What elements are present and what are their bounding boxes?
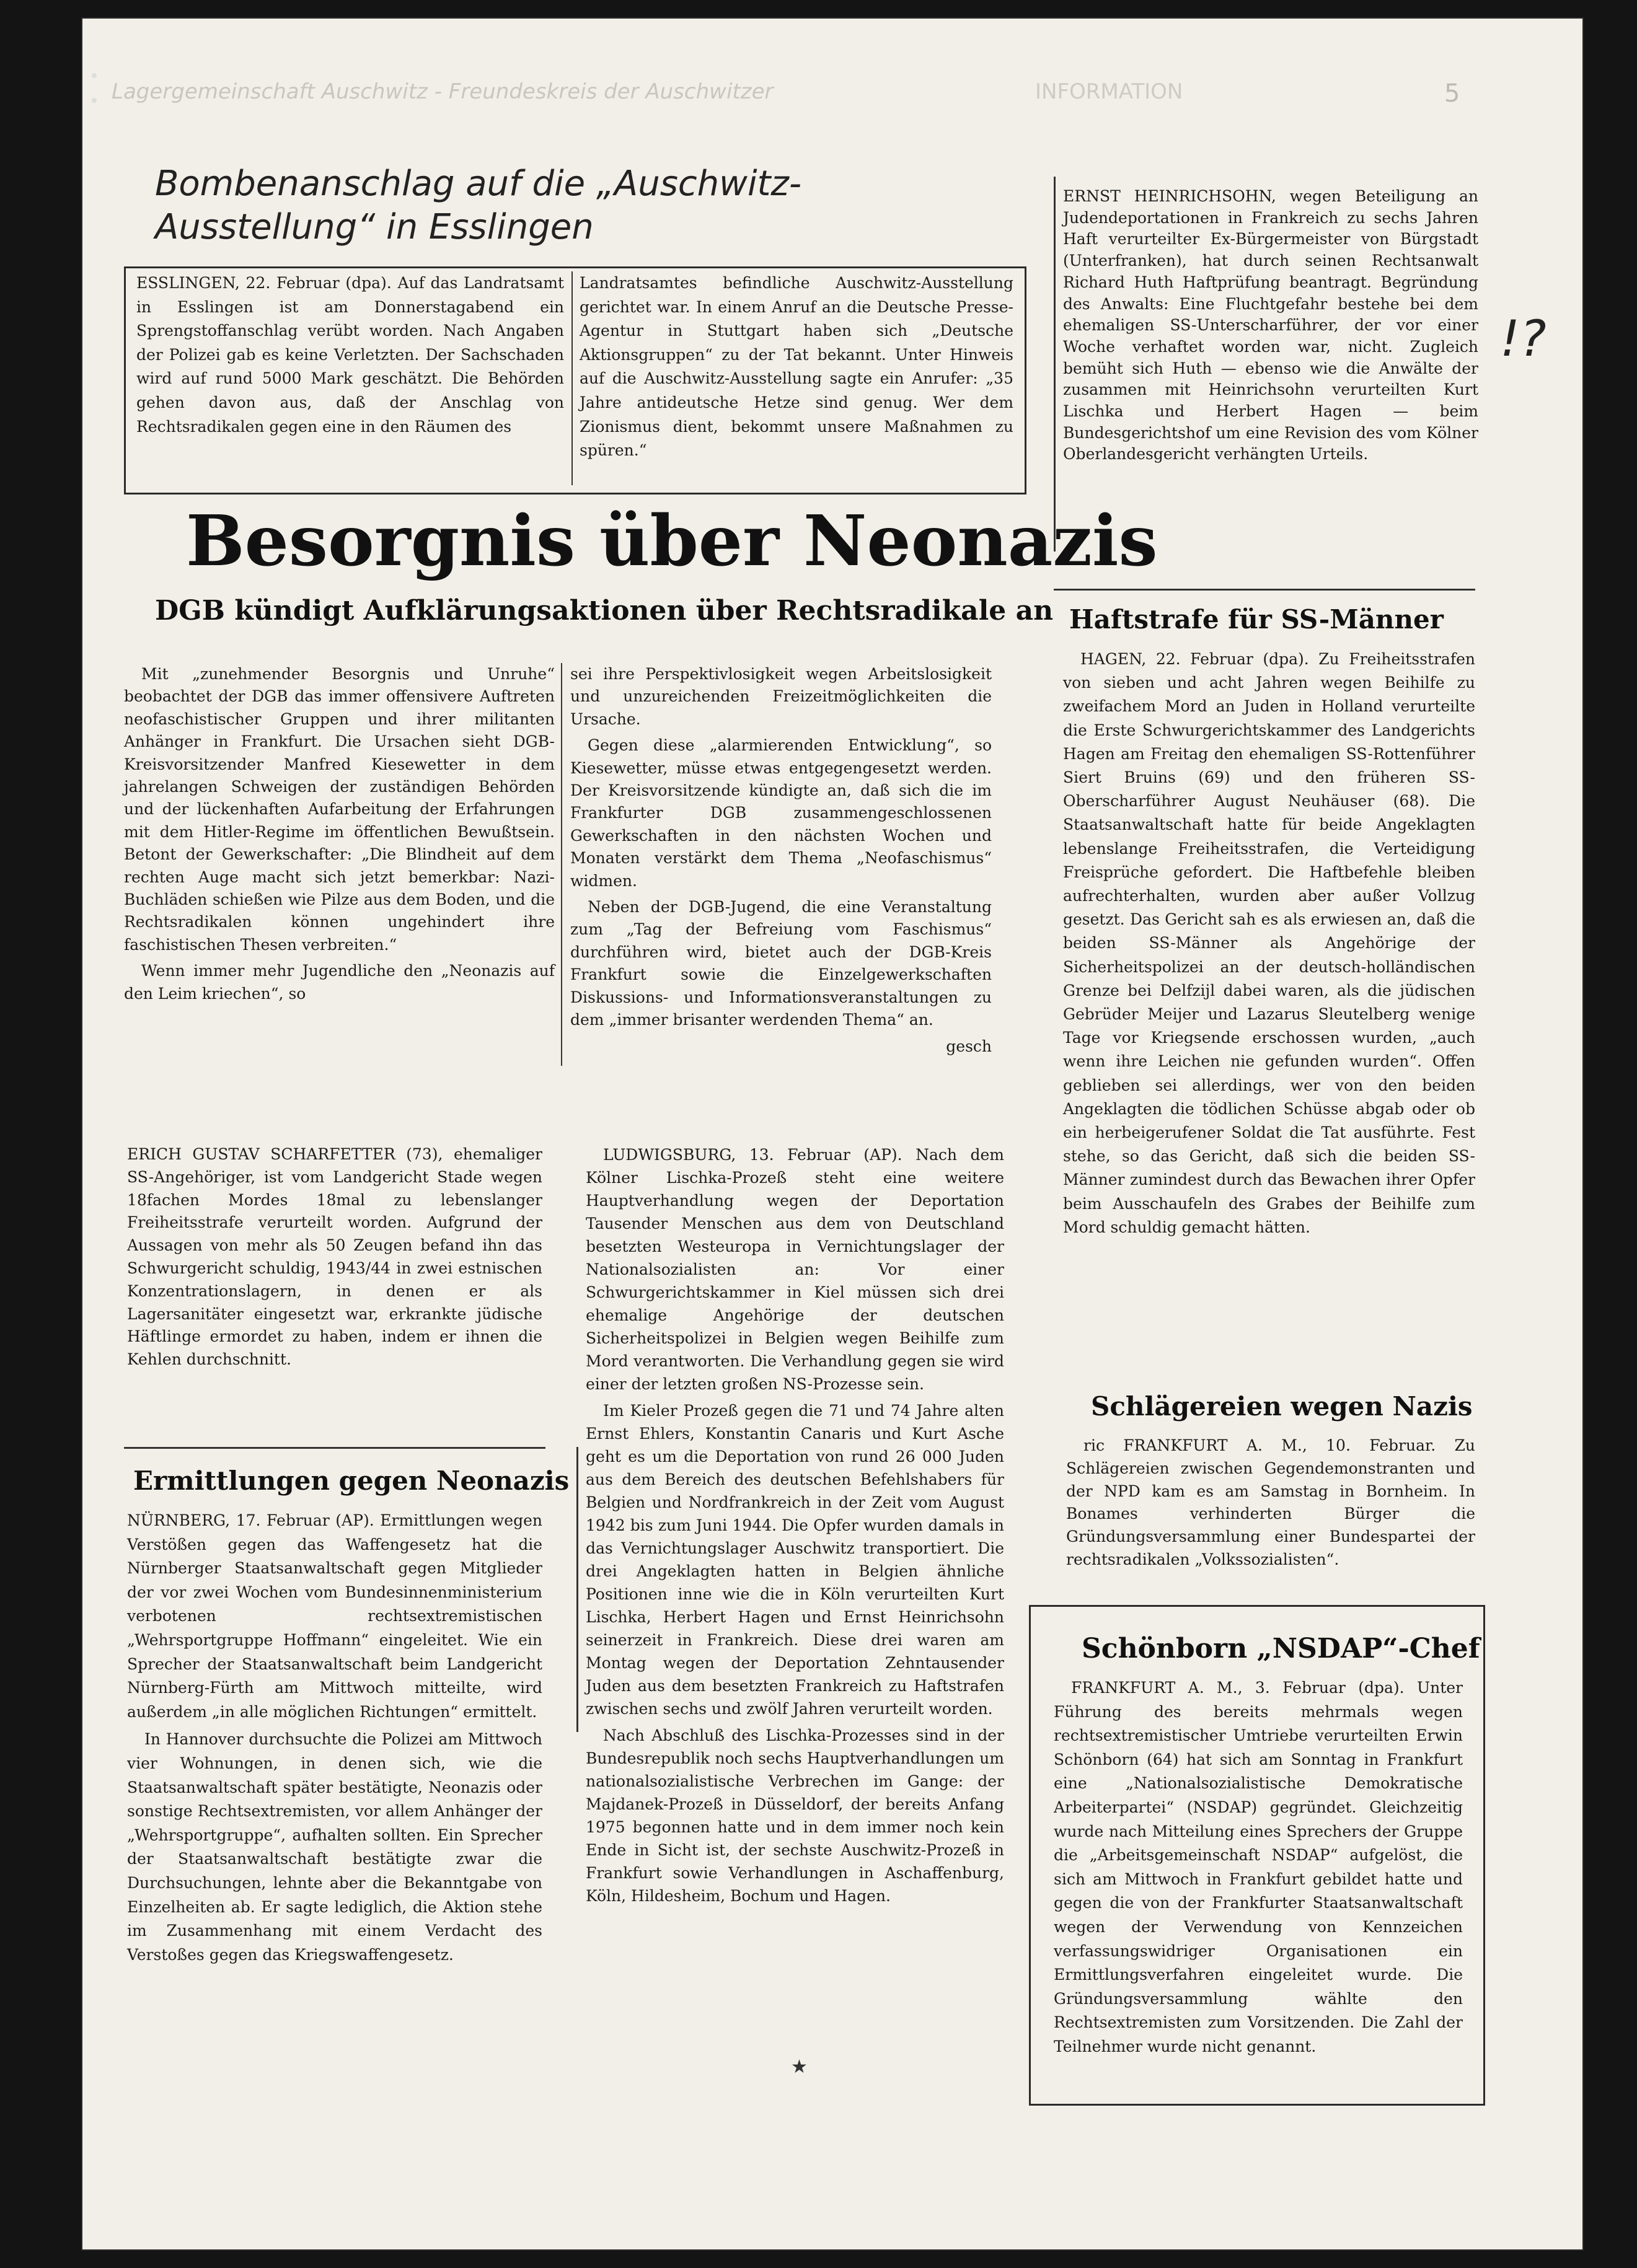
punch-hole-dot [92, 73, 97, 78]
article-ermittlungen [127, 1509, 542, 1971]
paragraph: ric FRANKFURT A. M., 10. Februar. Zu Schlägereien zwischen Gegendemonstranten und der NPD kam es am Samstag in Bornheim. In Bonames verhinderten Bürger die Gründungsversammlung einer Bundespartei der rechtsradikalen „Volkssozialisten“. [1066, 1436, 1475, 1568]
paragraph: Im Kieler Prozeß gegen die 71 und 74 Jahre alten Ernst Ehlers, Konstantin Canaris und Kurt Asche geht es um die Deportation von rund 26 000 Juden aus dem Bereich des deutschen Befehlshabers für Belgien und Nordfrankreich in der Zeit vom August 1942 bis zum Juni 1944. Die Opfer wurden damals in das Vernichtungslager Auschwitz transportiert. Die drei Angeklagten hatten in Belgien ähnliche Positionen inne wie die in Köln verurteilten Kurt Lischka, Herbert Hagen und Ernst Heinrichsohn seinerzeit in Frankreich. Diese drei waren am Montag wegen der Deportation Zehntausender Juden aus dem besetzten Frankreich zu Haftstrafen zwischen sechs und zwölf Jahren verurteilt worden. [586, 1402, 1004, 1718]
paragraph: Gegen diese „alarmierenden Entwicklung“, so Kiesewetter, müsse etwas entgegengesetzt werden. Der Kreisvorsitzende kündigte an, daß sich die im Frankfurter DGB zusammengeschlossenen Gewerkschaften in den nächsten Wochen und Monaten verstärkt dem Thema „Neofaschismus“ widmen. [570, 736, 992, 890]
column-rule [571, 271, 573, 485]
paragraph: In Hannover durchsuchte die Polizei am Mittwoch vier Wohnungen, in denen sich, wie die Staatsanwaltschaft später bestätigte, Neonazis oder sonstige Rechtsextremisten, vor allem Anhänger der „Wehrsportgruppe“, aufhalten sollten. Ein Sprecher der Staatsanwaltschaft bestätigte zwar die Durchsuchungen, lehnte aber die Bekanntgabe von Einzelheiten ab. Er sagte lediglich, die Aktion stehe im Zusammenhang mit einem Verdacht des Verstoßes gegen das Kriegswaffengesetz. [127, 1730, 542, 1964]
margin-note: !? [1500, 310, 1547, 367]
headline-besorgnis: Besorgnis über Neonazis [186, 501, 1158, 582]
column-rule [576, 1447, 578, 1732]
paragraph: Wenn immer mehr Jugendliche den „Neonazis auf den Leim kriechen“, so [124, 962, 555, 1003]
headline-schoenborn: Schönborn „NSDAP“-Chef [1082, 1633, 1480, 1664]
article-ludwigsburg [586, 1143, 1004, 1911]
paragraph: Mit „zunehmender Besorgnis und Unruhe“ beobachtet der DGB das immer offensivere Auftreten neofaschistischer Gruppen und ihrer militanten Anhänger in Frankfurt. Die Ursachen sieht DGB-Kreisvorsitzender Manfred Kiesewetter in dem jahrelangen Schweigen der zuständigen Behörden und der lückenhaften Aufarbeitung der Erfahrungen mit dem Hitler-Regime im öffentlichen Bewußtsein. Betont der Gewerkschafter: „Die Blindheit auf dem rechten Auge macht sich jetzt bemerkbar: Nazi-Buchläden schießen wie Pilze aus dem Boden, und die Rechtsradikalen können ungehindert ihre faschistischen Thesen verbreiten.“ [124, 665, 555, 954]
paragraph: ESSLINGEN, 22. Februar (dpa). Auf das Landratsamt in Esslingen ist am Donnerstagabend ein Sprengstoffanschlag verübt worden. Nach Angaben der Polizei gab es keine Verletzten. Der Sachschaden wird auf rund 5000 Mark geschätzt. Die Behörden gehen davon aus, daß der Anschlag von Rechtsradikalen gegen eine in den Räumen des [136, 274, 564, 436]
article-scharfetter [127, 1143, 542, 1375]
paragraph: Landratsamtes befindliche Auschwitz-Ausstellung gerichtet war. In einem Anruf an die Deutsche Presse-Agentur in Stuttgart haben sich „Deutsche Aktionsgruppen“ zu der Tat bekannt. Unter Hinweis auf die Auschwitz-Ausstellung sagte ein Anrufer: „35 Jahre antideutsche Hetze sind genug. Wer dem Zionismus dient, bekommt unsere Maßnahmen zu spüren.“ [580, 274, 1013, 460]
article-bombenanschlag-col2 [580, 271, 1013, 467]
headline-haftstrafe: Haftstrafe für SS-Männer [1069, 604, 1444, 635]
paragraph: ERICH GUSTAV SCHARFETTER (73), ehemaliger SS-Angehöriger, ist vom Landgericht Stade wegen 18fachen Mordes 18mal zu lebenslanger Freiheitsstrafe verurteilt worden. Aufgrund der Aussagen von mehr als 50 Zeugen befand ihn das Schwurgericht schuldig, 1943/44 in zwei estnischen Konzentrationslagern, in denen er als Lagersanitäter eingesetzt war, erkrankte jüdische Häftlinge ermordet zu haben, indem er ihnen die Kehlen durchschnitt. [127, 1145, 542, 1369]
article-schlaegereien [1066, 1435, 1475, 1575]
article-bombenanschlag-col1 [136, 271, 564, 442]
subhead-besorgnis: DGB kündigt Aufklärungsaktionen über Rechtsradikale an [155, 595, 1054, 626]
paragraph: LUDWIGSBURG, 13. Februar (AP). Nach dem Kölner Lischka-Prozeß steht eine weitere Hauptverhandlung wegen der Deportation Tausender Menschen aus dem von Deutschland besetzten Westeuropa in Vernichtungslager der Nationalsozialisten an: Vor einer Schwurgerichtskammer in Kiel müssen sich drei ehemalige Angehörige der deutschen Sicherheitspolizei in Belgien wegen Beihilfe zum Mord verantworten. Die Verhandlung gegen sie wird einer der letzten großen NS-Prozesse sein. [586, 1146, 1004, 1393]
paragraph: Neben der DGB-Jugend, die eine Veranstaltung zum „Tag der Befreiung vom Faschismus“ durchführen wird, bietet auch der DGB-Kreis Frankfurt sowie die Einzelgewerkschaften Diskussions- und Informationsveranstaltungen zu dem „immer brisanter werdenden Thema“ an. [570, 898, 992, 1029]
page-number: 5 [1444, 79, 1460, 108]
article-schoenborn [1054, 1676, 1463, 2063]
headline-ermittlungen: Ermittlungen gegen Neonazis [133, 1466, 570, 1496]
rule [1054, 589, 1475, 591]
paragraph: sei ihre Perspektivlosigkeit wegen Arbeitslosigkeit und unzureichenden Freizeitmöglichkeiten die Ursache. [570, 665, 992, 728]
paragraph: HAGEN, 22. Februar (dpa). Zu Freiheitsstrafen von sieben und acht Jahren wegen Beihilfe zu zweifachem Mord an Juden in Holland verurteilte die Erste Schwurgerichtskammer des Landgerichts Hagen am Freitag den ehemaligen SS-Rottenführer Siert Bruins (69) und den früheren SS-Oberscharführer August Neuhäuser (68). Die Staatsanwaltschaft hatte für beide Angeklagten lebenslange Freiheitsstrafen, die Verteidigung Freisprüche gefordert. Die Haftbefehle bleiben aufrechterhalten, wurden aber außer Vollzug gesetzt. Das Gericht sah es als erwiesen an, daß die beiden SS-Männer als Angehörige der Sicherheitspolizei an der deutsch-holländischen Grenze bei Delfzijl dabei waren, als die jüdischen Gebrüder Meijer und Lazarus Sleutelberg wenige Tage vor Kriegsende erschossen wurden, „auch wenn ihre Leichen nie gefunden wurden“. Offen geblieben sei allerdings, wer von den beiden Angeklagten die tödlichen Schüsse abgab oder ob ein herbeigerufener Soldat die Tat ausführte. Fest stehe, so das Gericht, daß sich die beiden SS-Männer zumindest durch das Bewachen ihrer Opfer beim Ausschaufeln des Grabes der Beihilfe zum Mord schuldig gemacht hätten. [1063, 650, 1475, 1236]
rule [124, 1447, 545, 1449]
paragraph: NÜRNBERG, 17. Februar (AP). Ermittlungen wegen Verstößen gegen das Waffengesetz hat die Nürnberger Staatsanwaltschaft gegen Mitglieder der vor zwei Wochen vom Bundesinnenministerium verbotenen rechtsextremistischen „Wehrsportgruppe Hoffmann“ eingeleitet. Wie ein Sprecher der Staatsanwaltschaft beim Landgericht Nürnberg-Fürth am Mittwoch mitteilte, wird außerdem „in alle möglichen Richtungen“ ermittelt. [127, 1511, 542, 1721]
column-rule [561, 663, 562, 1066]
author-sign: gesch [946, 1037, 992, 1055]
headline-schlaegereien: Schlägereien wegen Nazis [1091, 1391, 1473, 1422]
article-heinrichsohn [1063, 186, 1478, 469]
paragraph: FRANKFURT A. M., 3. Februar (dpa). Unter Führung des bereits mehrmals wegen rechtsextremistischer Umtriebe verurteilten Erwin Schönborn (64) hat sich am Sonntag in Frankfurt eine „Nationalsozialistische Demokratische Arbeiterpartei“ (NSDAP) gegründet. Gleichzeitig wurde nach Mitteilung eines Sprechers der Gruppe die „Arbeitsgemeinschaft NSDAP“ aufgelöst, die sich am Mittwoch in Frankfurt gebildet hatte und gegen die von der Frankfurter Staatsanwaltschaft wegen der Verwendung von Kennzeichen verfassungswidriger Organisationen ein Ermittlungsverfahren eingeleitet wurde. Die Gründungsversammlung wählte den Rechtsextremisten zum Vorsitzenden. Die Zahl der Teilnehmer wurde nicht genannt. [1054, 1679, 1463, 2055]
header-label: INFORMATION [1035, 79, 1183, 104]
article-besorgnis-col1 [124, 663, 555, 1009]
column-rule [1054, 177, 1056, 552]
paragraph: ERNST HEINRICHSOHN, wegen Beteiligung an Judendeportationen in Frankreich zu sechs Jahren Haft verurteilter Ex-Bürgermeister von Bürgstadt (Unterfranken), hat durch seinen Rechtsanwalt Richard Huth Haftprüfung beantragt. Begründung des Anwalts: Eine Fluchtgefahr bestehe bei dem ehemaligen SS-Unterscharführer, der vor einer Woche verhaftet worden war, nicht. Zugleich bemüht sich Huth — ebenso wie die Anwälte der zusammen mit Heinrichsohn verurteilten Kurt Lischka und Herbert Hagen — beim Bundesgerichtshof um eine Revision des vom Kölner Oberlandesgericht verhängten Urteils. [1063, 187, 1478, 464]
article-haftstrafe [1063, 648, 1475, 1243]
punch-hole-dot [92, 98, 97, 103]
paragraph: Nach Abschluß des Lischka-Prozesses sind in der Bundesrepublik noch sechs Hauptverhandlungen um nationalsozialistische Verbrechen im Gange: der Majdanek-Prozeß in Düsseldorf, der bereits Anfang 1975 begonnen hatte und in dem immer noch kein Ende in Sicht ist, der sechste Auschwitz-Prozeß in Frankfurt sowie Verhandlungen in Aschaffenburg, Köln, Hildesheim, Bochum und Hagen. [586, 1726, 1004, 1905]
header-organization: Lagergemeinschaft Auschwitz - Freundeskreis der Auschwitzer [112, 79, 774, 104]
handwritten-title: Bombenanschlag auf die „Auschwitz-Ausstellung“ in Esslingen [155, 164, 802, 247]
article-besorgnis-col2 [570, 663, 992, 1058]
star-icon: ★ [791, 2056, 808, 2078]
